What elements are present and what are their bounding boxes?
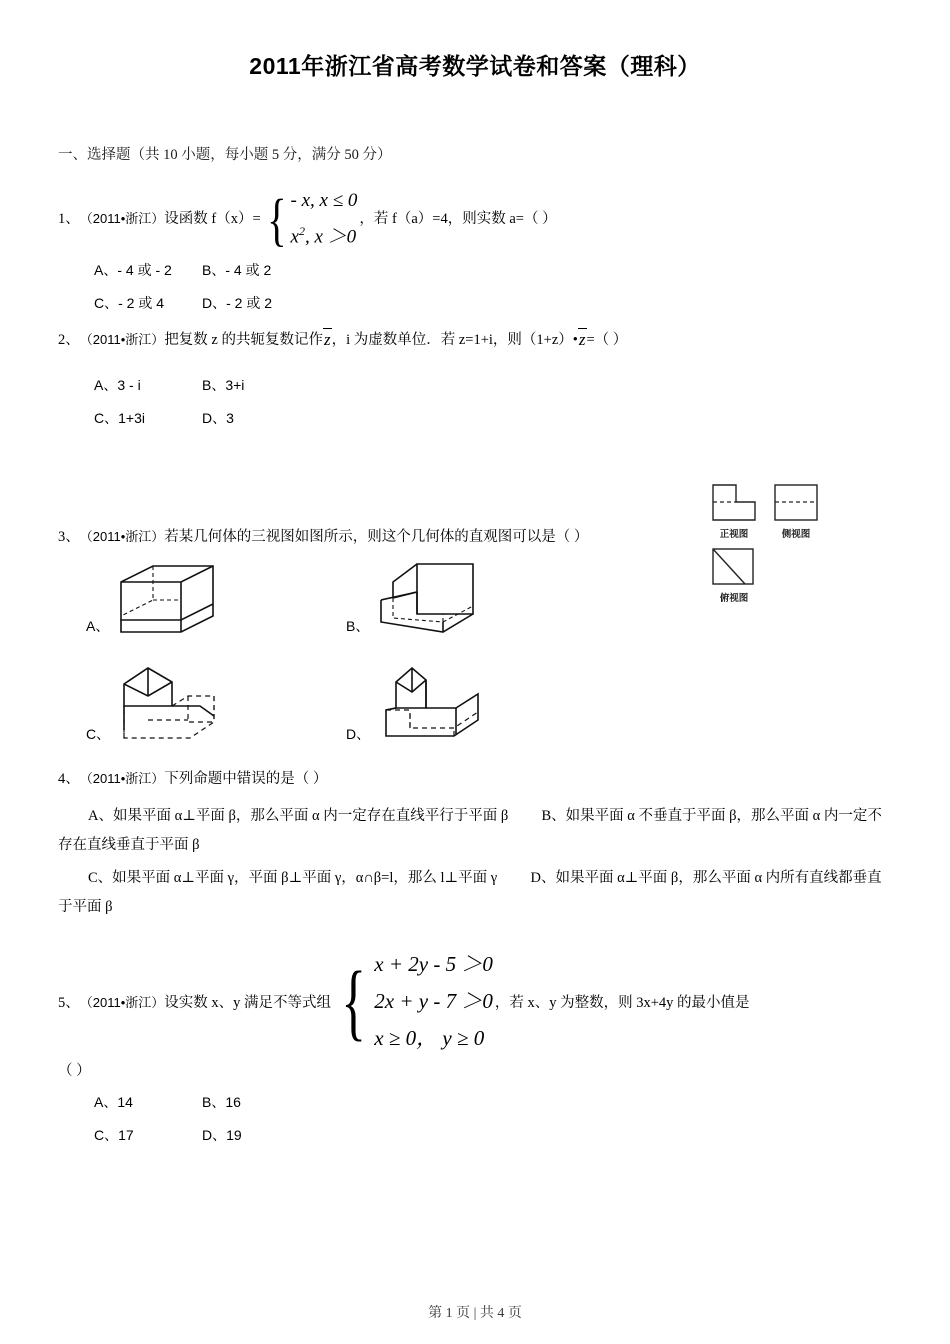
piecewise-function: [263, 186, 358, 252]
top-view-icon: [710, 546, 758, 588]
piecewise-cond-2: , x ＞0: [304, 226, 357, 248]
question-2-stem-part1: 把复数 z 的共轭复数记作: [164, 332, 323, 349]
question-1-number: 1、: [58, 211, 80, 228]
option-5-b[interactable]: B、16: [202, 1094, 241, 1111]
question-5-stem: [58, 946, 892, 1057]
question-1-stem-after: ，若 f（a）=4，则实数 a=（ ）: [359, 211, 557, 228]
question-4-options: [58, 802, 892, 922]
option-3-a[interactable]: [86, 560, 346, 640]
option-1-b[interactable]: B、- 4 或 2: [202, 262, 272, 279]
solid-figure-a-icon: [113, 560, 223, 640]
option-3-c[interactable]: [86, 664, 346, 748]
option-2-d[interactable]: D、3: [202, 410, 234, 427]
option-1-c[interactable]: C、- 2 或 4: [94, 295, 165, 312]
question-5-stem-before: 设实数 x、y 满足不等式组: [164, 995, 332, 1012]
option-3-b-key: B、: [346, 618, 370, 635]
option-5-c[interactable]: C、17: [94, 1127, 134, 1144]
front-view-cell: [710, 482, 758, 540]
left-brace-icon: {: [266, 186, 287, 252]
option-3-c-key: C、: [86, 726, 111, 743]
document-content: [0, 143, 950, 1145]
front-view-icon: [710, 482, 758, 524]
question-5-stem-after: ，若 x、y 为整数，则 3x+4y 的最小值是: [494, 995, 750, 1012]
question-4: [58, 766, 892, 922]
piecewise-expr-1: - x: [290, 190, 311, 211]
question-3-stem-text: 若某几何体的三视图如图所示，则这个几何体的直观图可以是（ ）: [164, 529, 589, 546]
piecewise-expr-2: x: [290, 226, 299, 248]
left-brace-icon: {: [341, 953, 367, 1050]
top-view-label: 俯视图: [719, 593, 749, 604]
option-5-d[interactable]: D、19: [202, 1127, 242, 1144]
option-3-a-key: A、: [86, 618, 110, 635]
option-3-d[interactable]: [346, 664, 606, 748]
question-2-options: [94, 375, 892, 428]
question-2-stem-part2: ，i 为虚数单位．若 z=1+i，则（1+z）•: [331, 332, 578, 349]
front-view-label: 正视图: [719, 529, 749, 540]
three-view-figure: [710, 482, 830, 604]
question-5-stem-tail: （ ）: [58, 1063, 91, 1080]
piecewise-row-2: [291, 216, 358, 252]
solid-figure-c-icon: [114, 664, 224, 748]
option-3-b[interactable]: [346, 560, 606, 640]
z-conjugate-symbol-2: z: [578, 327, 587, 353]
option-1-d[interactable]: D、- 2 或 2: [202, 295, 273, 312]
option-row-cd: [58, 864, 892, 922]
page-footer: 第 1 页 | 共 4 页: [428, 1306, 522, 1321]
inequality-system: [333, 946, 493, 1057]
piecewise-cond-1: , x ≤ 0: [310, 190, 358, 211]
option-2-c[interactable]: C、1+3i: [94, 410, 145, 427]
question-4-source: （2011•浙江）: [79, 771, 165, 787]
option-4-a[interactable]: A、如果平面 α⊥平面 β，那么平面 α 内一定存在直线平行于平面 β: [88, 808, 509, 825]
option-2-a[interactable]: A、3 - i: [94, 377, 141, 394]
question-1-source: （2011•浙江）: [79, 211, 165, 227]
question-3-number: 3、: [58, 529, 80, 546]
option-5-a[interactable]: A、14: [94, 1094, 133, 1111]
solid-figure-d-icon: [374, 664, 484, 748]
option-row-ab: [58, 802, 892, 860]
option-4-d[interactable]: D、如果平面 α⊥平面 β，那么平面 α 内所有直线都垂直于平面 β: [58, 870, 882, 916]
inequality-2: 2x + y - 7 ＞0: [374, 989, 493, 1014]
question-4-number: 4、: [58, 771, 80, 788]
option-4-c[interactable]: C、如果平面 α⊥平面 γ，平面 β⊥平面 γ，α∩β=l，那么 l⊥平面 γ: [88, 870, 498, 887]
question-2-number: 2、: [58, 332, 80, 349]
three-view-top-row: [710, 482, 830, 540]
option-1-a[interactable]: A、- 4 或 - 2: [94, 262, 172, 279]
inequality-3: x ≥ 0， y ≥ 0: [374, 1026, 485, 1051]
question-1-stem: [58, 186, 892, 252]
question-5: [58, 946, 892, 1145]
question-2-source: （2011•浙江）: [79, 332, 165, 348]
solid-figure-b-icon: [373, 560, 483, 640]
question-5-number: 5、: [58, 995, 80, 1012]
side-view-cell: [772, 482, 820, 540]
page-title: 2011年浙江省高考数学试卷和答案（理科）: [249, 53, 701, 79]
option-3-d-key: D、: [346, 726, 371, 743]
question-1: [58, 186, 892, 313]
question-1-options: [94, 260, 892, 313]
question-5-options: [94, 1092, 892, 1145]
question-5-source: （2011•浙江）: [79, 995, 165, 1011]
question-2-stem: [58, 327, 892, 353]
side-view-label: 侧视图: [781, 529, 811, 540]
question-2-stem-part3: =（ ）: [586, 332, 628, 349]
question-1-stem-before: 设函数 f（x）=: [164, 211, 261, 228]
solid-row-cd: [86, 664, 892, 748]
question-4-stem: [58, 766, 892, 792]
piecewise-exponent-2: 2: [298, 224, 305, 238]
option-row: [94, 260, 892, 280]
option-row: [94, 408, 892, 428]
three-view-bottom-row: [710, 546, 830, 604]
question-2: [58, 327, 892, 428]
z-conjugate-symbol-1: z: [323, 327, 332, 353]
side-view-icon: [772, 482, 820, 524]
option-row: [94, 1092, 892, 1112]
question-4-stem-text: 下列命题中错误的是（ ）: [164, 771, 328, 788]
option-row: [94, 375, 892, 395]
option-row: [94, 293, 892, 313]
option-4-b[interactable]: B、如果平面 α 不垂直于平面 β，那么平面 α 内一定不存在直线垂直于平面 β: [58, 808, 882, 854]
question-3-source: （2011•浙江）: [79, 529, 165, 545]
piecewise-row-1: [291, 186, 358, 216]
option-row: [94, 1125, 892, 1145]
inequality-1: x + 2y - 5 ＞0: [374, 952, 493, 977]
section-heading: 一、选择题（共 10 小题，每小题 5 分，满分 50 分）: [58, 147, 392, 163]
top-view-cell: [710, 546, 758, 604]
option-2-b[interactable]: B、3+i: [202, 377, 245, 394]
